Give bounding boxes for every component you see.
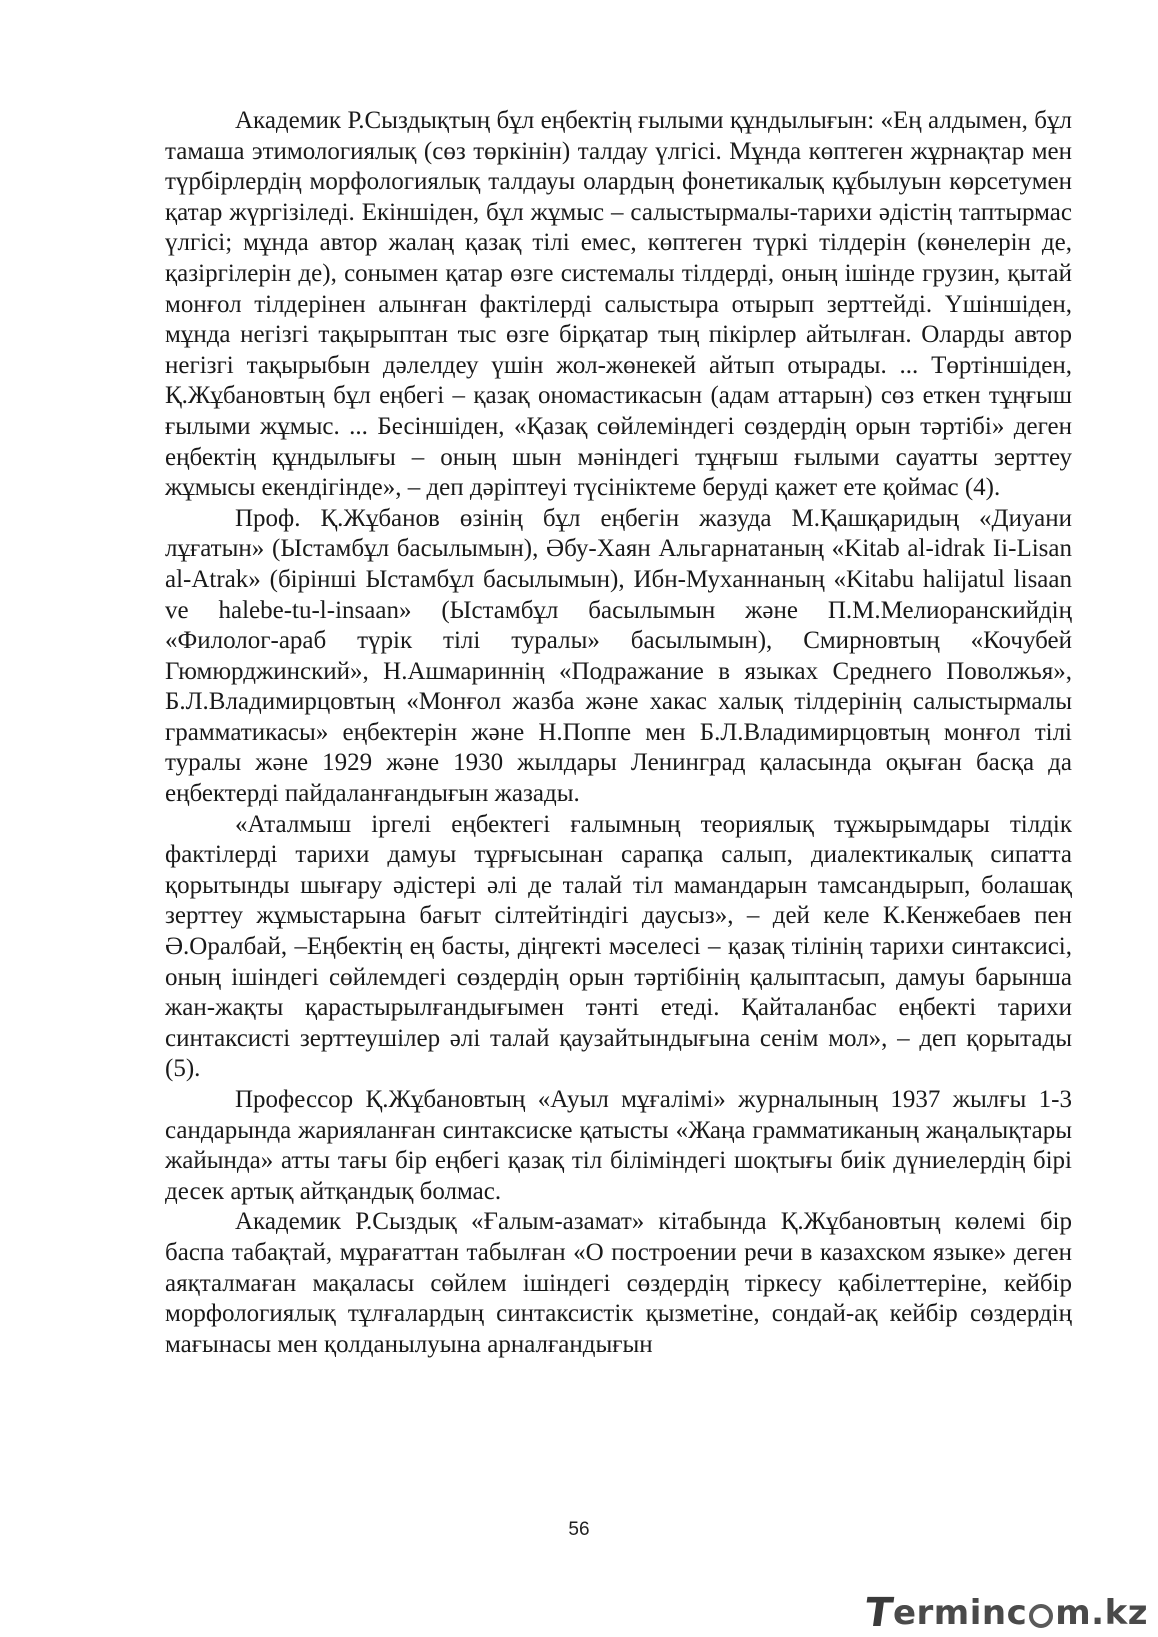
document-body [165,106,1072,1360]
watermark-initial: T [861,1590,897,1636]
watermark-middle: erminc [892,1593,1028,1633]
paragraph-4: Профессор Қ.Жұбановтың «Ауыл мұғалімі» журналының 1937 жылғы 1-3 сандарында жарияланған синтаксиске қатысты «Жаңа грамматиканың жаңалықтары жайында» атты тағы бір еңбегі қазақ тіл біліміндегі шоқтығы биік дүниелердің бірі десек артық айтқандық болмас. [165,1086,1072,1205]
termincom-watermark-logo [861,1590,1148,1636]
paragraph-3: «Аталмыш іргелі еңбектегі ғалымның теориялық тұжырымдары тілдік фактілерді тарихи дамуы тұрғысынан сарапқа салып, диалектикалық сипатта қорытынды шығару әдістері әлі де талай тіл мамандарын тамсандырып, болашақ зерттеу жұмыстарына бағыт сілтейтіндігі даусыз», – дей келе К.Кенжебаев пен Ә.Оралбай, ‒Еңбектің ең басты, діңгекті мәселесі – қазақ тілінің тарихи синтаксисі, оның ішіндегі сөйлемдегі сөздердің орын тәртібінің қалыптасып, дамуы барынша жан-жақты қарастырылғандығымен тәнті етеді. Қайталанбас еңбекті тарихи синтаксисті зерттеушілер әлі талай қаузайтындығына сенім мол», – деп қорытады (5). [165,810,1072,1083]
paragraph-1: Академик Р.Сыздықтың бұл еңбектің ғылыми құндылығын: «Ең алдымен, бұл тамаша этимологиялық (сөз төркінін) талдау үлгісі. Мұнда көптеген жұрнақтар мен түрбірлердің морфологиялық талдауы олардың фонетикалық құбылуын көрсетумен қатар жүргізіледі. Екіншіден, бұл жұмыс – салыстырмалы-тарихи әдістің таптырмас үлгісі; мұнда автор жалаң қазақ тілі емес, көптеген түркі тілдерін (көнелерін де, қазіргілерін де), сонымен қатар өзге системалы тілдерді, оның ішінде грузин, қытай монғол тілдерінен алынған фактілерді салыстыра отырып зерттейді. Үшіншіден, мұнда негізгі тақырыптан тыс өзге бірқатар тың пікірлер айтылған. Оларды автор негізгі тақырыбын дәлелдеу үшін жол-жөнекей айтып отырады. ... Төртіншіден, Қ.Жұбановтың бұл еңбегі – қазақ ономастикасын (адам аттарын) сөз еткен тұңғыш ғылыми жұмыс. ... Бесіншіден, «Қазақ сөйлеміндегі сөздердің орын тәртібі» деген еңбектің құндылығы – оның шын мәніндегі тұңғыш ғылыми сауатты зерттеу жұмысы екендігінде», – деп дәріптеуі түсініктеме беруді қажет ете қоймас (4). [165,107,1072,502]
page-number: 56 [568,1519,590,1540]
paragraph-5: Академик Р.Сыздық «Ғалым-азамат» кітабында Қ.Жұбановтың көлемі бір баспа табақтай, мұрағаттан табылған «О построении речи в казахском языке» деген аяқталмаған мақаласы сөйлем ішіндегі сөздердің тіркесу қабілеттеріне, кейбір морфологиялық тұлғалардың синтаксистік қызметіне, сондай-ақ кейбір сөздердің мағынасы мен қолданылуына арналғандығын [165,1208,1072,1358]
watermark-end: m.kz [1055,1593,1148,1633]
paragraph-2: Проф. Қ.Жұбанов өзінің бұл еңбегін жазуда М.Қашқаридың «Диуани лұғатын» (Ыстамбұл басылымын), Әбу-Хаян Альгарнатаның «Kitab al-idrak Ii-Lisan al-Atrak» (бірінші Ыстамбұл басылымын), Ибн-Муханнаның «Kitabu halijatul lisaan ve halebe-tu-l-insaan» (Ыстамбұл басылымын және П.М.Мелиоранскийдің «Филолог-араб түрік тілі туралы» басылымын), Смирновтың «Кочубей Гюмюрджинский», Н.Ашмариннің «Подражание в языках Среднего Поволжья», Б.Л.Владимирцовтың «Монғол жазба және хакас халық тілдерінің салыстырмалы грамматикасы» еңбектерін және Н.Поппе мен Б.Л.Владимирцовтың монғол тілі туралы және 1929 және 1930 жылдары Ленинград қаласында оқыған басқа да еңбектерді пайдаланғандығын жазады. [165,504,1072,808]
watermark-ring-icon [1029,1604,1053,1628]
